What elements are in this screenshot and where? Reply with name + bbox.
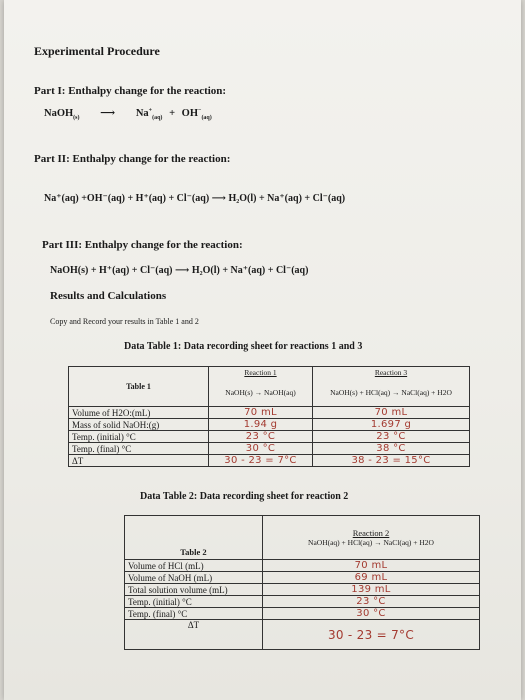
reaction2-value: 30 °C	[263, 608, 480, 620]
reaction2-value: 69 mL	[263, 572, 480, 584]
row-label: Total solution volume (mL)	[125, 584, 263, 596]
table-row	[125, 584, 480, 596]
part2-heading: Part II: Enthalpy change for the reaction:	[34, 153, 231, 165]
reaction1-value: 1.94 g	[209, 419, 313, 431]
part1-rhs2-charge: −	[198, 107, 202, 114]
part1-rhs1: Na	[135, 108, 149, 119]
table2-reaction2-equation: NaOH(aq) + HCl(aq) → NaCl(aq) + H2O	[308, 538, 434, 547]
table-row	[69, 407, 470, 419]
table2-reaction2-header	[263, 516, 480, 560]
row-label: Volume of HCl (mL)	[125, 560, 263, 572]
reaction3-value: 1.697 g	[313, 419, 470, 431]
data-table-1	[68, 366, 470, 467]
table-row	[125, 620, 480, 650]
plus-sign: +	[169, 108, 176, 119]
table1-label: Table 1	[69, 367, 209, 407]
table1-reaction3-title: Reaction 3	[313, 367, 470, 379]
row-label: Mass of solid NaOH:(g)	[69, 419, 209, 431]
table2-reaction2-title: Reaction 2	[352, 528, 390, 538]
part1-rhs2: OH	[181, 108, 199, 119]
table-row	[125, 572, 480, 584]
row-label: Temp. (initial) °C	[125, 596, 263, 608]
reaction2-value: 70 mL	[263, 560, 480, 572]
reaction1-value: 30 - 23 = 7°C	[209, 455, 313, 467]
reaction1-value: 70 mL	[209, 407, 313, 419]
row-label: Temp. (final) °C	[125, 608, 263, 620]
table-row	[69, 419, 470, 431]
worksheet-page	[4, 0, 521, 700]
reaction2-value: 30 - 23 = 7°C	[263, 620, 480, 650]
table1-caption: Data Table 1: Data recording sheet for reactions 1 and 3	[124, 341, 363, 352]
table2-caption: Data Table 2: Data recording sheet for reaction 2	[140, 491, 349, 502]
table-row	[125, 560, 480, 572]
reaction3-value: 38 - 23 = 15°C	[313, 455, 470, 467]
reaction1-value: 30 °C	[209, 443, 313, 455]
table-row	[125, 608, 480, 620]
part2-equation: Na⁺(aq) +OH⁻(aq) + H⁺(aq) + Cl⁻(aq) ⟶ H₂O(l) + Na⁺(aq) + Cl⁻(aq)	[44, 193, 346, 204]
table-row	[125, 596, 480, 608]
part1-equation	[44, 107, 212, 121]
row-label: Temp. (initial) °C	[69, 431, 209, 443]
table-row	[69, 455, 470, 467]
reaction2-value: 139 mL	[263, 584, 480, 596]
reaction3-value: 70 mL	[313, 407, 470, 419]
row-label: Temp. (final) °C	[69, 443, 209, 455]
results-heading: Results and Calculations	[50, 290, 167, 302]
reaction1-value: 23 °C	[209, 431, 313, 443]
row-label: ΔT	[69, 455, 209, 467]
table1-reaction1-equation: NaOH(s) → NaOH(aq)	[209, 379, 313, 407]
reaction2-value: 23 °C	[263, 596, 480, 608]
part1-rhs1-state: (aq)	[152, 115, 163, 122]
part1-rhs1-charge: +	[148, 107, 153, 114]
reaction3-value: 23 °C	[313, 431, 470, 443]
part1-lhs-state: (s)	[73, 115, 80, 122]
part1-heading: Part I: Enthalpy change for the reaction:	[34, 85, 227, 97]
results-instruction: Copy and Record your results in Table 1 and 2	[50, 317, 199, 326]
part1-rhs2-state: (aq)	[201, 115, 212, 122]
reaction3-value: 38 °C	[313, 443, 470, 455]
table1-reaction3-equation: NaOH(s) + HCl(aq) → NaCl(aq) + H2O	[313, 379, 470, 407]
part3-equation: NaOH(s) + H⁺(aq) + Cl⁻(aq) ⟶ H₂O(l) + Na⁺(aq) + Cl⁻(aq)	[50, 265, 309, 276]
row-label: Volume of NaOH (mL)	[125, 572, 263, 584]
table-row	[69, 431, 470, 443]
part1-lhs: NaOH	[44, 108, 74, 119]
table2-label: Table 2	[125, 516, 263, 560]
row-label: Volume of H2O:(mL)	[69, 407, 209, 419]
part3-heading: Part III: Enthalpy change for the reaction:	[42, 239, 243, 251]
table1-reaction1-title: Reaction 1	[209, 367, 313, 379]
row-label: ΔT	[125, 620, 263, 650]
reaction-arrow: ⟶	[100, 108, 116, 119]
table-row	[69, 443, 470, 455]
page-title: Experimental Procedure	[34, 44, 160, 58]
data-table-2	[124, 515, 480, 650]
